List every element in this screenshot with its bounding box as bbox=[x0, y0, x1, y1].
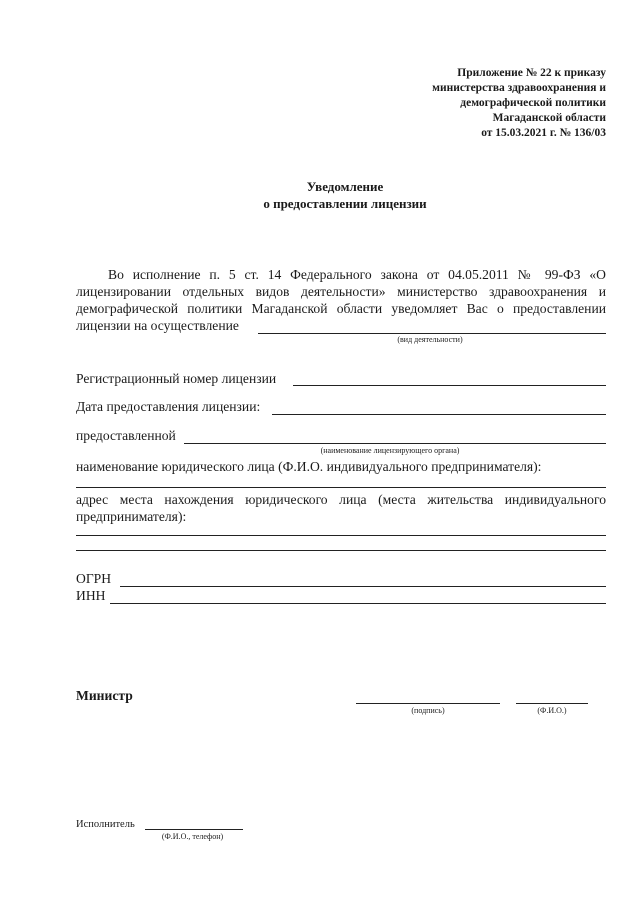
title-line-1: Уведомление bbox=[306, 179, 384, 194]
appendix-line: Приложение № 22 к приказу bbox=[457, 67, 606, 79]
address-line-1[interactable] bbox=[76, 535, 606, 536]
executor-line[interactable] bbox=[145, 829, 243, 830]
granted-line[interactable] bbox=[184, 443, 606, 444]
granted-caption: (наименование лицензирующего органа) bbox=[320, 446, 460, 455]
activity-line[interactable] bbox=[258, 333, 606, 334]
address-label: адрес места нахождения юридического лица (места жительства индивидуального предпринимателя): bbox=[76, 492, 606, 524]
name-caption: (Ф.И.О.) bbox=[537, 706, 567, 715]
legal-name-line[interactable] bbox=[76, 487, 606, 488]
address-line-2[interactable] bbox=[76, 550, 606, 551]
executor-caption: (Ф.И.О., телефон) bbox=[161, 832, 224, 841]
legal-name-label: наименование юридического лица (Ф.И.О. индивидуального предпринимателя): bbox=[76, 459, 542, 474]
issue-date-label: Дата предоставления лицензии: bbox=[76, 399, 261, 414]
title-line-2: о предоставлении лицензии bbox=[263, 196, 427, 211]
signature-caption: (подпись) bbox=[411, 706, 445, 715]
reg-number-label: Регистрационный номер лицензии bbox=[76, 371, 277, 386]
intro-paragraph: Во исполнение п. 5 ст. 14 Федерального закона от 04.05.2011 № 99-ФЗ «О лицензировании отдельных видов деятельности» министерство здравоохранения и демографической политики Магаданской области уведомляет Вас о предоставлении лицензии на осуществление bbox=[76, 267, 606, 333]
appendix-line: демографической политики bbox=[460, 97, 606, 109]
granted-label: предоставленной bbox=[76, 428, 176, 443]
signature-line[interactable] bbox=[356, 703, 500, 704]
appendix-header bbox=[432, 66, 606, 141]
reg-number-line[interactable] bbox=[293, 385, 606, 386]
appendix-line: Магаданской области bbox=[492, 112, 606, 124]
inn-label: ИНН bbox=[76, 588, 106, 603]
inn-line[interactable] bbox=[110, 603, 606, 604]
ogrn-label: ОГРН bbox=[76, 571, 112, 586]
activity-caption: (вид деятельности) bbox=[397, 335, 463, 344]
minister-label: Министр bbox=[76, 688, 133, 703]
ogrn-line[interactable] bbox=[120, 586, 606, 587]
name-line[interactable] bbox=[516, 703, 588, 704]
issue-date-line[interactable] bbox=[272, 414, 606, 415]
executor-label: Исполнитель bbox=[76, 819, 135, 830]
appendix-line: от 15.03.2021 г. № 136/03 bbox=[481, 127, 606, 139]
appendix-line: министерства здравоохранения и bbox=[432, 82, 606, 94]
document-title bbox=[0, 178, 640, 212]
